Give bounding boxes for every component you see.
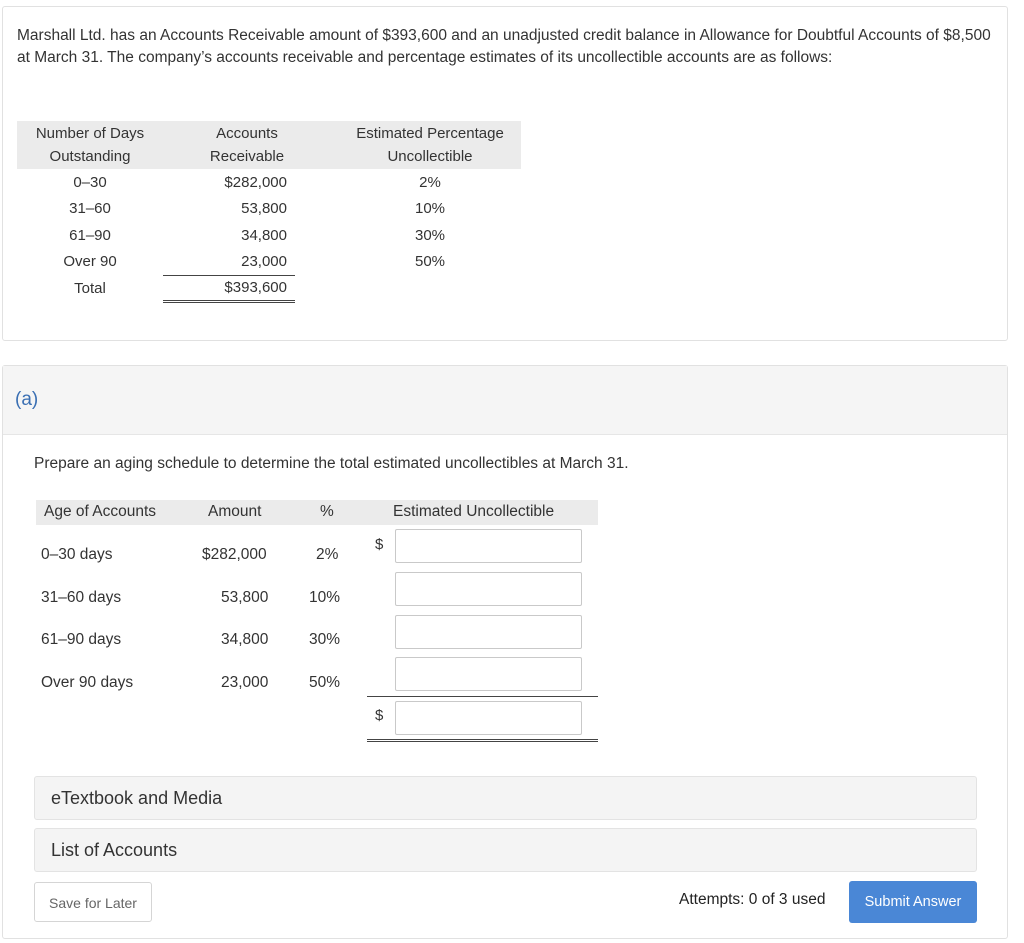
pct-value: 50% <box>309 674 341 691</box>
total-uncollectible-input[interactable] <box>395 701 582 735</box>
pct-value: 10% <box>309 589 341 606</box>
header-estimated: Estimated Uncollectible <box>393 503 555 520</box>
days-cell: 0–30 <box>73 173 107 191</box>
list-of-accounts-toggle[interactable]: List of Accounts <box>34 828 977 872</box>
age-label: 0–30 days <box>41 546 113 563</box>
submit-answer-button[interactable]: Submit Answer <box>849 881 977 923</box>
pct-cell: 10% <box>414 200 446 218</box>
header-age: Age of Accounts <box>44 503 157 520</box>
amount-cell: $282,000 <box>224 173 287 191</box>
days-cell: 61–90 <box>69 226 111 244</box>
header-receivable: Accounts Receivable <box>163 121 295 169</box>
total-double-rule <box>367 739 598 742</box>
uncollectible-input-61-90[interactable] <box>395 615 582 649</box>
save-for-later-button[interactable]: Save for Later <box>34 882 152 922</box>
attempts-counter: Attempts: 0 of 3 used <box>679 891 826 908</box>
amount-cell: 23,000 <box>163 249 295 276</box>
days-cell: Over 90 <box>63 253 117 271</box>
uncollectible-input-over-90[interactable] <box>395 657 582 691</box>
header-pct: % <box>320 503 334 520</box>
amount-value: 53,800 <box>221 589 269 606</box>
aging-table-header <box>36 500 598 525</box>
receivables-table <box>17 121 521 303</box>
sum-rule <box>367 696 598 697</box>
header-days: Number of Days Outstanding <box>17 121 163 169</box>
pct-value: 30% <box>309 631 341 648</box>
amount-cell: 53,800 <box>241 200 287 218</box>
amount-cell: 34,800 <box>241 226 287 244</box>
age-label: 31–60 days <box>41 589 122 606</box>
amount-value: 23,000 <box>221 674 269 691</box>
days-cell: 31–60 <box>69 200 111 218</box>
pct-cell: 50% <box>414 253 446 271</box>
pct-cell: 30% <box>414 226 446 244</box>
amount-value: 34,800 <box>221 631 269 648</box>
dollar-sign: $ <box>375 707 384 724</box>
table-row <box>17 249 521 276</box>
total-row <box>17 275 521 302</box>
uncollectible-input-31-60[interactable] <box>395 572 582 606</box>
problem-text: Marshall Ltd. has an Accounts Receivable amount of $393,600 and an unadjusted credit balance in Allowance for Doubtful Accounts of $8,500 at March 31. The company’s accounts receivable and percentage estimates of its uncollectible accounts are as follows: <box>17 27 991 66</box>
part-header <box>3 366 1007 435</box>
header-amount: Amount <box>208 503 262 520</box>
dollar-sign: $ <box>375 536 384 553</box>
instruction-text: Prepare an aging schedule to determine the total estimated uncollectibles at March 31. <box>34 455 629 472</box>
etextbook-media-toggle[interactable]: eTextbook and Media <box>34 776 977 820</box>
age-label: Over 90 days <box>41 674 134 691</box>
pct-value: 2% <box>316 546 339 563</box>
total-amount: $393,600 <box>163 275 295 302</box>
table-row <box>17 222 521 249</box>
amount-value: $282,000 <box>202 546 267 563</box>
age-label: 61–90 days <box>41 631 122 648</box>
problem-card <box>2 6 1008 341</box>
pct-cell: 2% <box>419 173 441 191</box>
table-row <box>17 169 521 196</box>
header-percentage: Estimated Percentage Uncollectible <box>295 121 521 169</box>
part-a-card <box>2 365 1008 939</box>
total-label: Total <box>74 279 106 297</box>
uncollectible-input-0-30[interactable] <box>395 529 582 563</box>
part-label: (a) <box>15 389 39 410</box>
table-row <box>17 196 521 223</box>
